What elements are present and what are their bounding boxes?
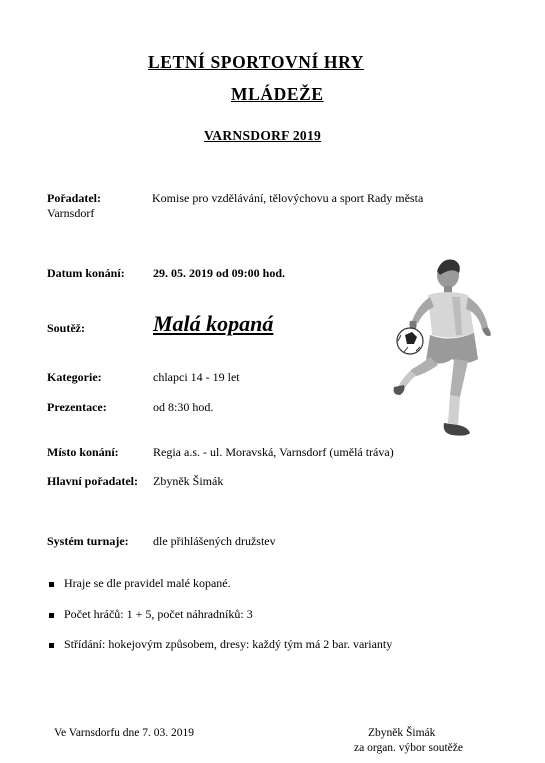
category-label: Kategorie: [47, 370, 102, 384]
bullet-icon [49, 582, 54, 587]
venue-label: Místo konání: [47, 445, 119, 459]
rule-item: Střídání: hokejovým způsobem, dresy: každý tým má 2 bar. varianty [64, 637, 393, 651]
document-subtitle: VARNSDORF 2019 [204, 128, 322, 143]
place-date: Ve Varnsdorfu dne 7. 03. 2019 [54, 727, 195, 739]
signature-name: Zbyněk Šimák [368, 727, 436, 739]
date-label: Datum konání: [47, 266, 125, 280]
registration-value: od 8:30 hod. [153, 400, 214, 414]
bullet-icon [49, 613, 54, 618]
signature-role: za organ. výbor soutěže [354, 742, 463, 754]
registration-label: Prezentace: [47, 400, 107, 414]
bullet-icon [49, 643, 54, 648]
organizer-label: Pořadatel: [47, 191, 101, 205]
rule-item: Počet hráčů: 1 + 5, počet náhradníků: 3 [64, 607, 253, 621]
date-value: 29. 05. 2019 od 09:00 hod. [153, 266, 286, 280]
rule-item: Hraje se dle pravidel malé kopané. [64, 576, 231, 590]
system-value: dle přihlášených družstev [153, 534, 276, 548]
venue-value: Regia a.s. - ul. Moravská, Varnsdorf (umělá tráva) [153, 445, 394, 459]
football-player-illustration [392, 255, 502, 445]
main-organizer-label: Hlavní pořadatel: [47, 474, 139, 488]
organizer-value: Komise pro vzdělávání, tělovýchovu a sport Rady města [152, 191, 424, 205]
main-organizer-value: Zbyněk Šimák [153, 474, 224, 488]
competition-label: Soutěž: [47, 321, 85, 335]
organizer-value-continued: Varnsdorf [47, 206, 95, 220]
system-label: Systém turnaje: [47, 534, 129, 548]
document-title-line2: MLÁDEŽE [231, 84, 324, 104]
category-value: chlapci 14 - 19 let [153, 370, 240, 384]
document-title-line1: LETNÍ SPORTOVNÍ HRY [148, 52, 364, 72]
competition-value: Malá kopaná [153, 311, 274, 336]
